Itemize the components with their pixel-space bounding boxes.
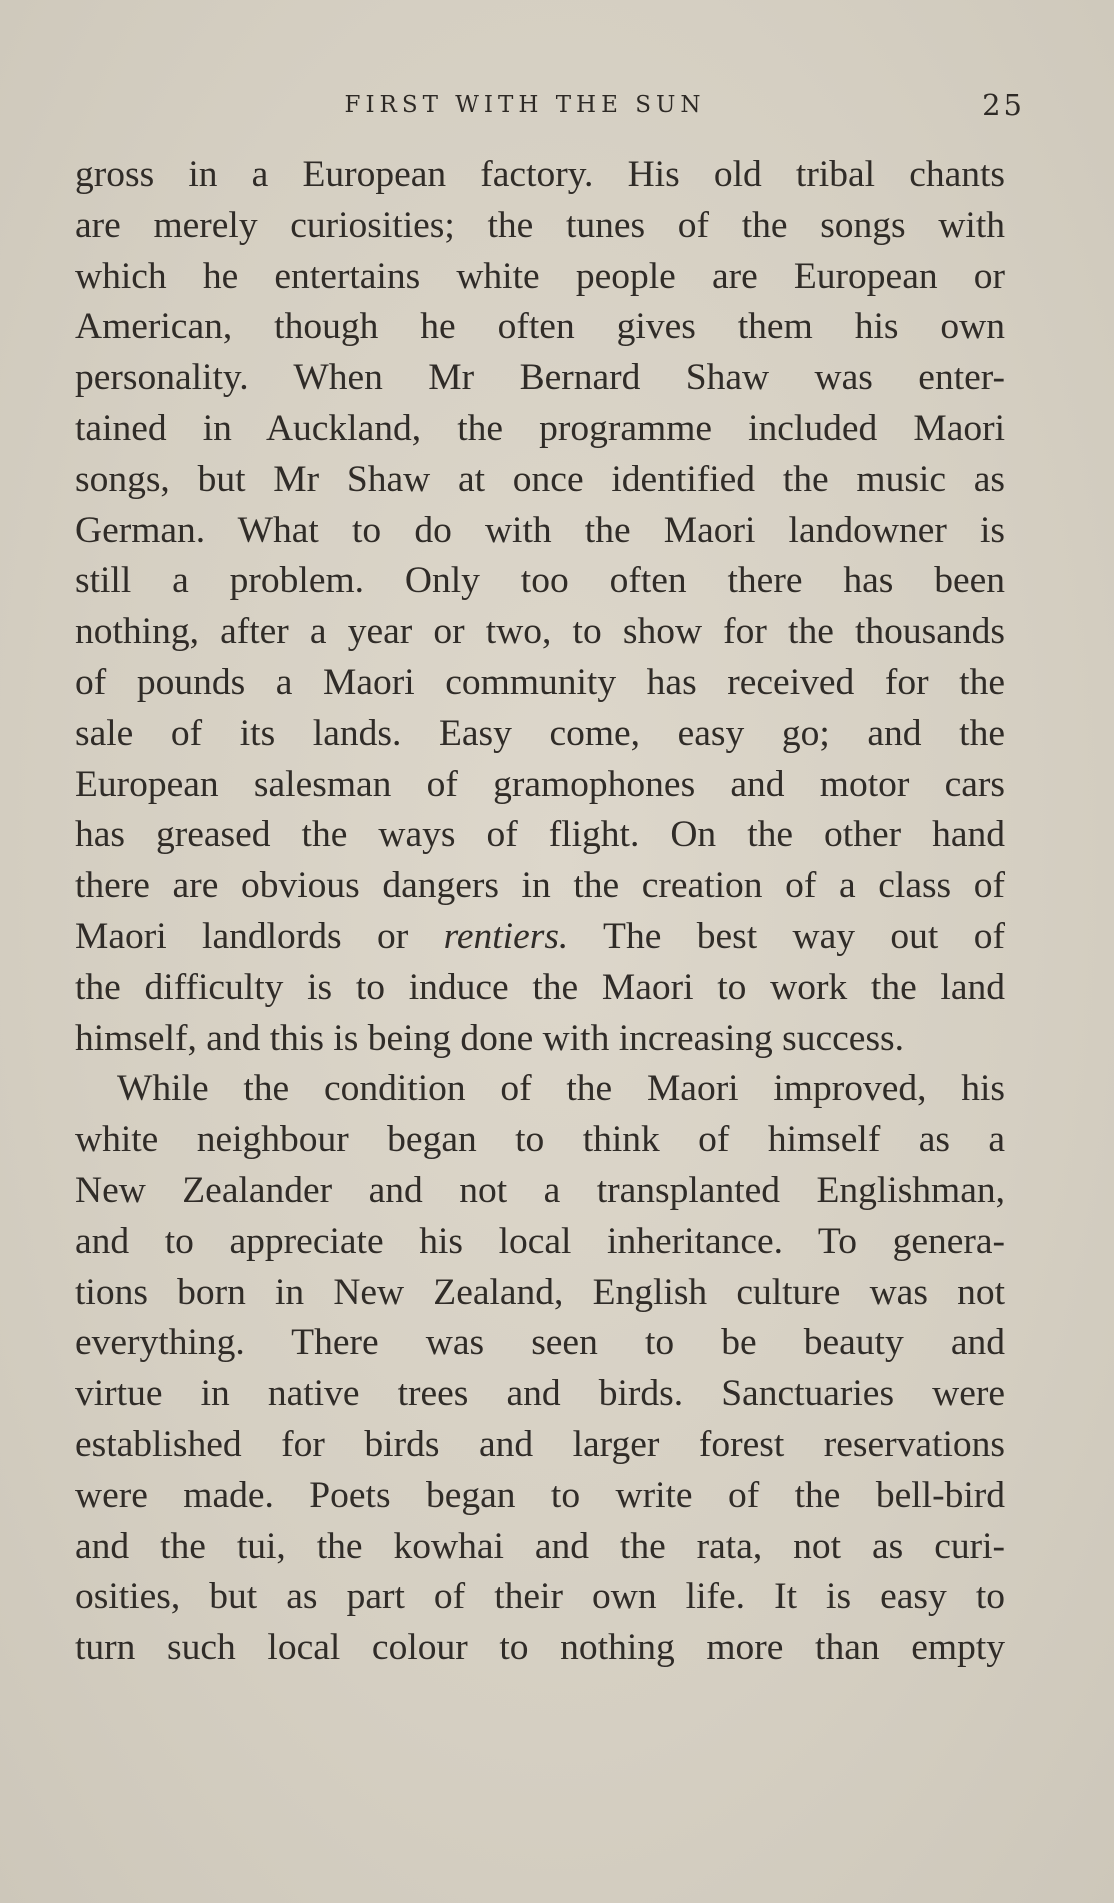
- text-line: New Zealander and not a transplanted Englishman,: [75, 1169, 1005, 1211]
- text-segment: The best way out of: [568, 915, 1005, 957]
- text-line: [75, 912, 1005, 963]
- text-line: still a problem. Only too often there has been: [75, 560, 1005, 602]
- text-line: While the condition of the Maori improved, his: [117, 1068, 1005, 1110]
- text-line: European salesman of gramophones and motor cars: [75, 763, 1005, 805]
- text-line: personality. When Mr Bernard Shaw was enter-: [75, 357, 1005, 399]
- text-line: and to appreciate his local inheritance. To genera-: [75, 1220, 1005, 1262]
- text-line: of pounds a Maori community has received for the: [75, 661, 1005, 703]
- text-line: turn such local colour to nothing more than empty: [75, 1627, 1005, 1669]
- text-line: tions born in New Zealand, English culture was not: [75, 1271, 1005, 1313]
- text-line: tained in Auckland, the programme included Maori: [75, 407, 1005, 449]
- text-line: has greased the ways of flight. On the other hand: [75, 814, 1005, 856]
- text-line: are merely curiosities; the tunes of the songs with: [75, 204, 1005, 246]
- text-line: virtue in native trees and birds. Sanctuaries were: [75, 1373, 1005, 1415]
- running-title: FIRST WITH THE SUN: [344, 92, 706, 118]
- text-line: osities, but as part of their own life. It is easy to: [75, 1576, 1005, 1618]
- italic-term: rentiers.: [443, 915, 569, 957]
- page-number: 25: [982, 88, 1025, 122]
- text-line: which he entertains white people are European or: [75, 255, 1005, 297]
- text-line: American, though he often gives them his own: [75, 306, 1005, 348]
- text-line: songs, but Mr Shaw at once identified the music as: [75, 458, 1005, 500]
- text-line: gross in a European factory. His old tribal chants: [75, 154, 1005, 195]
- text-line: sale of its lands. Easy come, easy go; and the: [75, 712, 1005, 754]
- text-line: and the tui, the kowhai and the rata, not as curi-: [75, 1525, 1005, 1567]
- text-line: everything. There was seen to be beauty and: [75, 1322, 1005, 1364]
- text-line: the difficulty is to induce the Maori to work the land: [75, 966, 1005, 1008]
- text-line: himself, and this is being done with increasing success.: [75, 1017, 905, 1059]
- body-text: [75, 150, 1005, 1674]
- text-segment: Maori landlords or: [75, 915, 444, 957]
- text-line: white neighbour began to think of himself as a: [75, 1119, 1005, 1161]
- text-line: German. What to do with the Maori landowner is: [75, 509, 1005, 551]
- text-line: established for birds and larger forest reservations: [75, 1423, 1005, 1465]
- text-line: were made. Poets began to write of the bell-bird: [75, 1474, 1005, 1516]
- running-head: [75, 88, 1025, 128]
- text-line: nothing, after a year or two, to show for the thousands: [75, 611, 1005, 653]
- text-line: there are obvious dangers in the creation of a class of: [75, 865, 1005, 907]
